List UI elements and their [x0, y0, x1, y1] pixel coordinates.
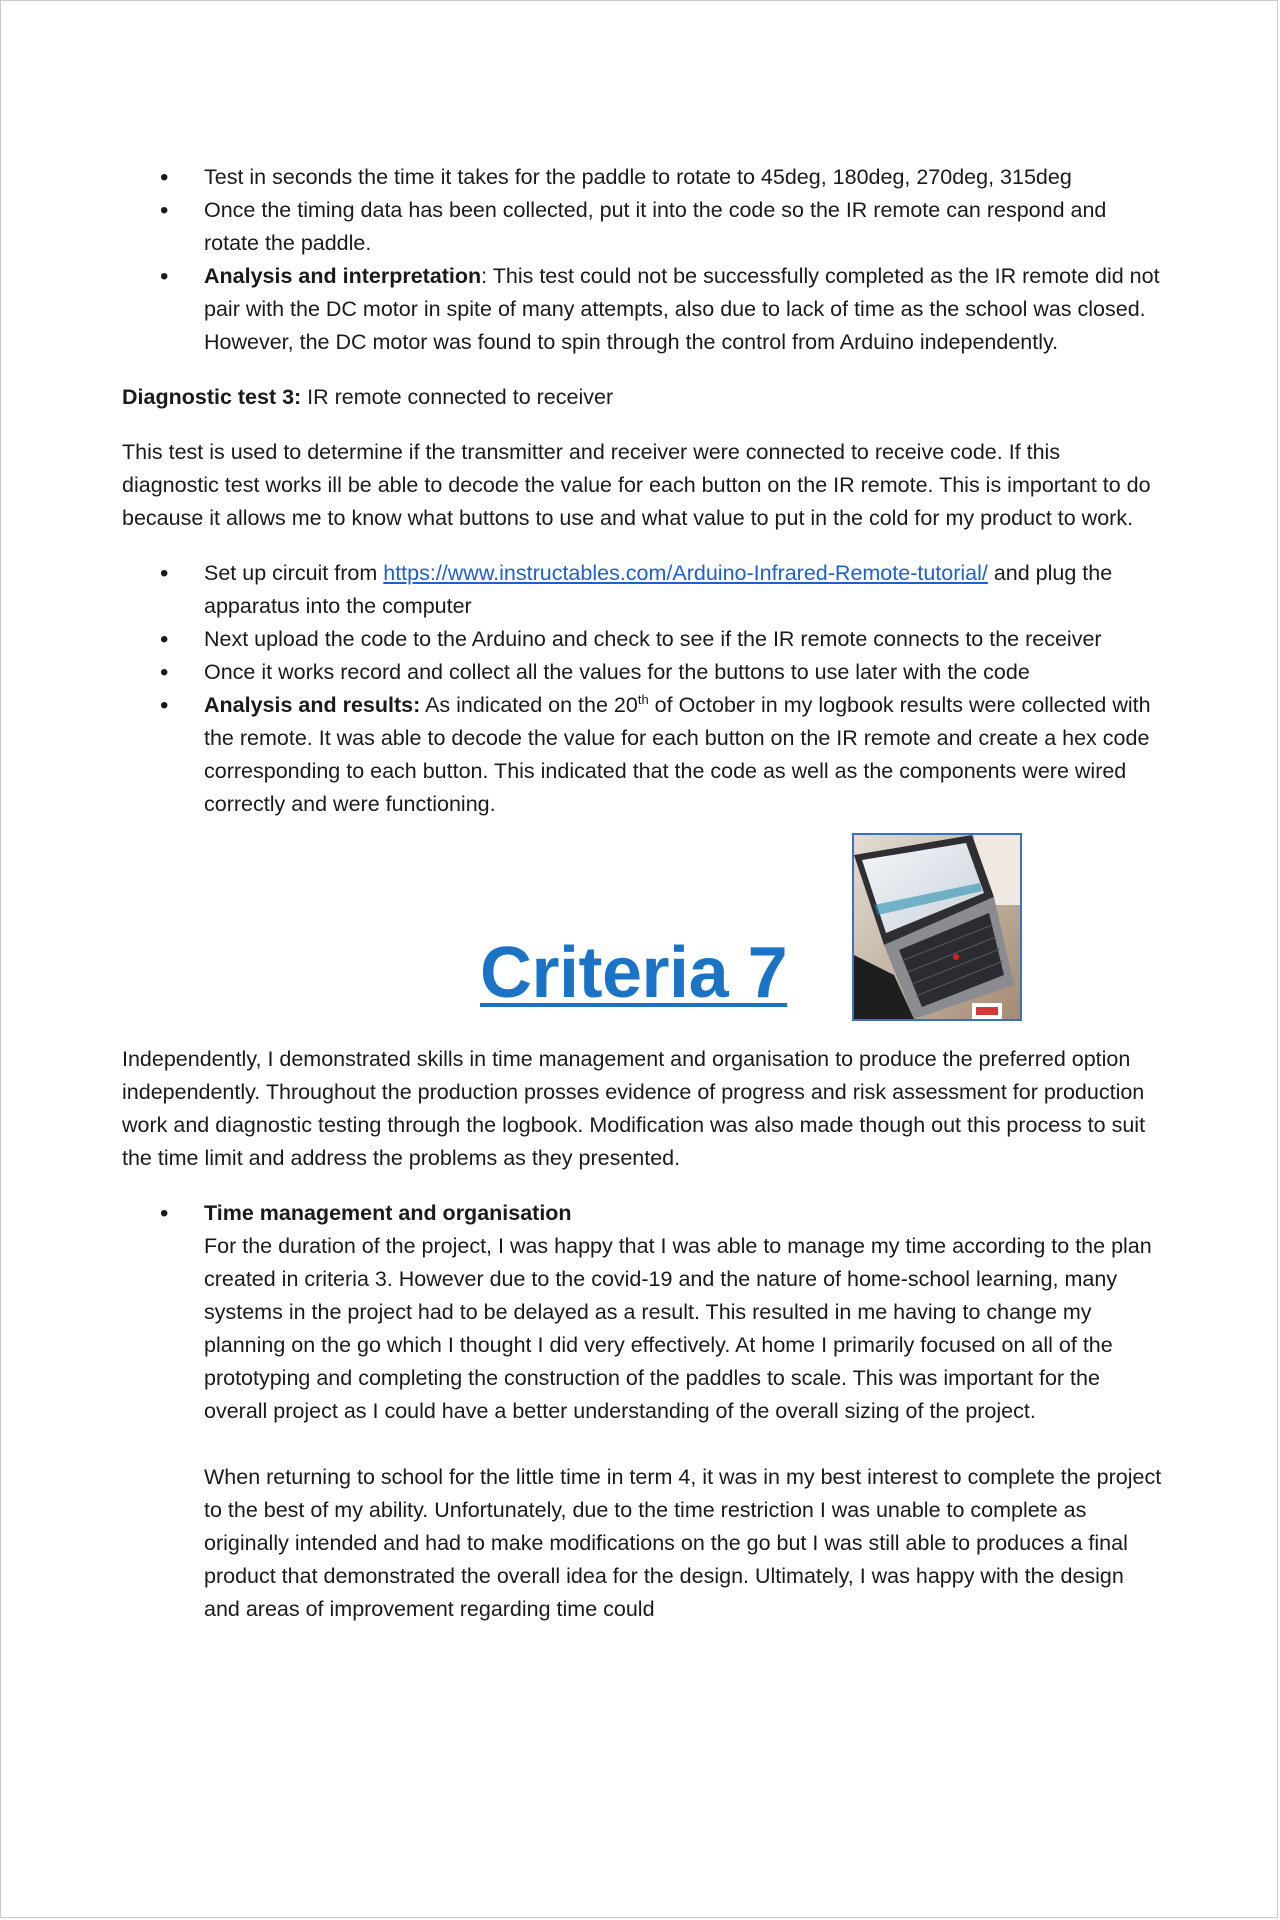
criteria-7-title: Criteria 7	[480, 933, 788, 1013]
diagnostic-steps-list	[122, 557, 1162, 821]
list-item: • Test in seconds the time it takes for the paddle to rotate to 45deg, 180deg, 270deg, 315deg	[122, 161, 1162, 194]
list-item: • Once it works record and collect all the values for the buttons to use later with the code	[122, 656, 1162, 689]
criteria-7-intro: Independently, I demonstrated skills in time management and organisation to produce the preferred option independently. Throughout the production prosses evidence of progress and risk assessment for production work and diagnostic testing through the logbook. Modification was also made though out this process to suit the time limit and address the problems as they presented.	[122, 1047, 1146, 1170]
list-item: • Analysis and results: As indicated on the 20th of October in my logbook results were collected with the remote. It was able to decode the value for each button on the IR remote and create a hex code corresponding to each button. This indicated that the code as well as the components were wired correctly and were functioning.	[122, 689, 1162, 821]
time-management-paragraph-1: For the duration of the project, I was happy that I was able to manage my time according to the plan created in criteria 3. However due to the covid-19 and the nature of home-school learning, many systems in the project had to be delayed as a result. This resulted in me having to change my planning on the go which I thought I did very effectively. At home I primarily focused on all of the prototyping and completing the construction of the paddles to scale. This was important for the overall project as I could have a better understanding of the overall sizing of the project.	[204, 1234, 1152, 1423]
timing-test-list	[122, 161, 1162, 359]
list-item: • Analysis and interpretation: This test could not be successfully completed as the IR remote did not pair with the DC motor in spite of many attempts, also due to lack of time as the school was closed. However, the DC motor was found to spin through the control from Arduino independently.	[122, 260, 1162, 359]
criteria-7-list	[122, 1197, 1162, 1626]
list-item	[122, 1197, 1162, 1626]
list-item: • Next upload the code to the Arduino and check to see if the IR remote connects to the receiver	[122, 623, 1162, 656]
analysis-results-label: Analysis and results:	[204, 693, 421, 717]
instructables-link[interactable]: https://www.instructables.com/Arduino-Infrared-Remote-tutorial/	[383, 561, 988, 585]
laptop-photo-image	[854, 835, 1020, 1019]
page-content	[122, 161, 1162, 1626]
time-management-paragraph-2: When returning to school for the little time in term 4, it was in my best interest to complete the project to the best of my ability. Unfortunately, due to the time restriction I was unable to complete as originally intended and had to make modifications on the go but I was still able to produces a final product that demonstrated the overall idea for the design. Ultimately, I was happy with the design and areas of improvement regarding time could	[204, 1465, 1162, 1621]
time-management-heading: • Time management and organisation	[204, 1201, 572, 1225]
diagnostic-test-3-heading: Diagnostic test 3: IR remote connected to receiver	[122, 385, 614, 409]
analysis-label: Analysis and interpretation	[204, 264, 482, 288]
list-item: • Set up circuit from https://www.instructables.com/Arduino-Infrared-Remote-tutorial/ and plug the apparatus into the computer	[122, 557, 1162, 623]
criteria-heading-row	[122, 833, 1162, 1043]
laptop-photo	[852, 833, 1022, 1021]
list-item: • Once the timing data has been collected, put it into the code so the IR remote can respond and rotate the paddle.	[122, 194, 1162, 260]
diagnostic-test-3-intro: This test is used to determine if the transmitter and receiver were connected to receive code. If this diagnostic test works ill be able to decode the value for each button on the IR remote. This is important to do because it allows me to know what buttons to use and what value to put in the cold for my product to work.	[122, 440, 1151, 530]
